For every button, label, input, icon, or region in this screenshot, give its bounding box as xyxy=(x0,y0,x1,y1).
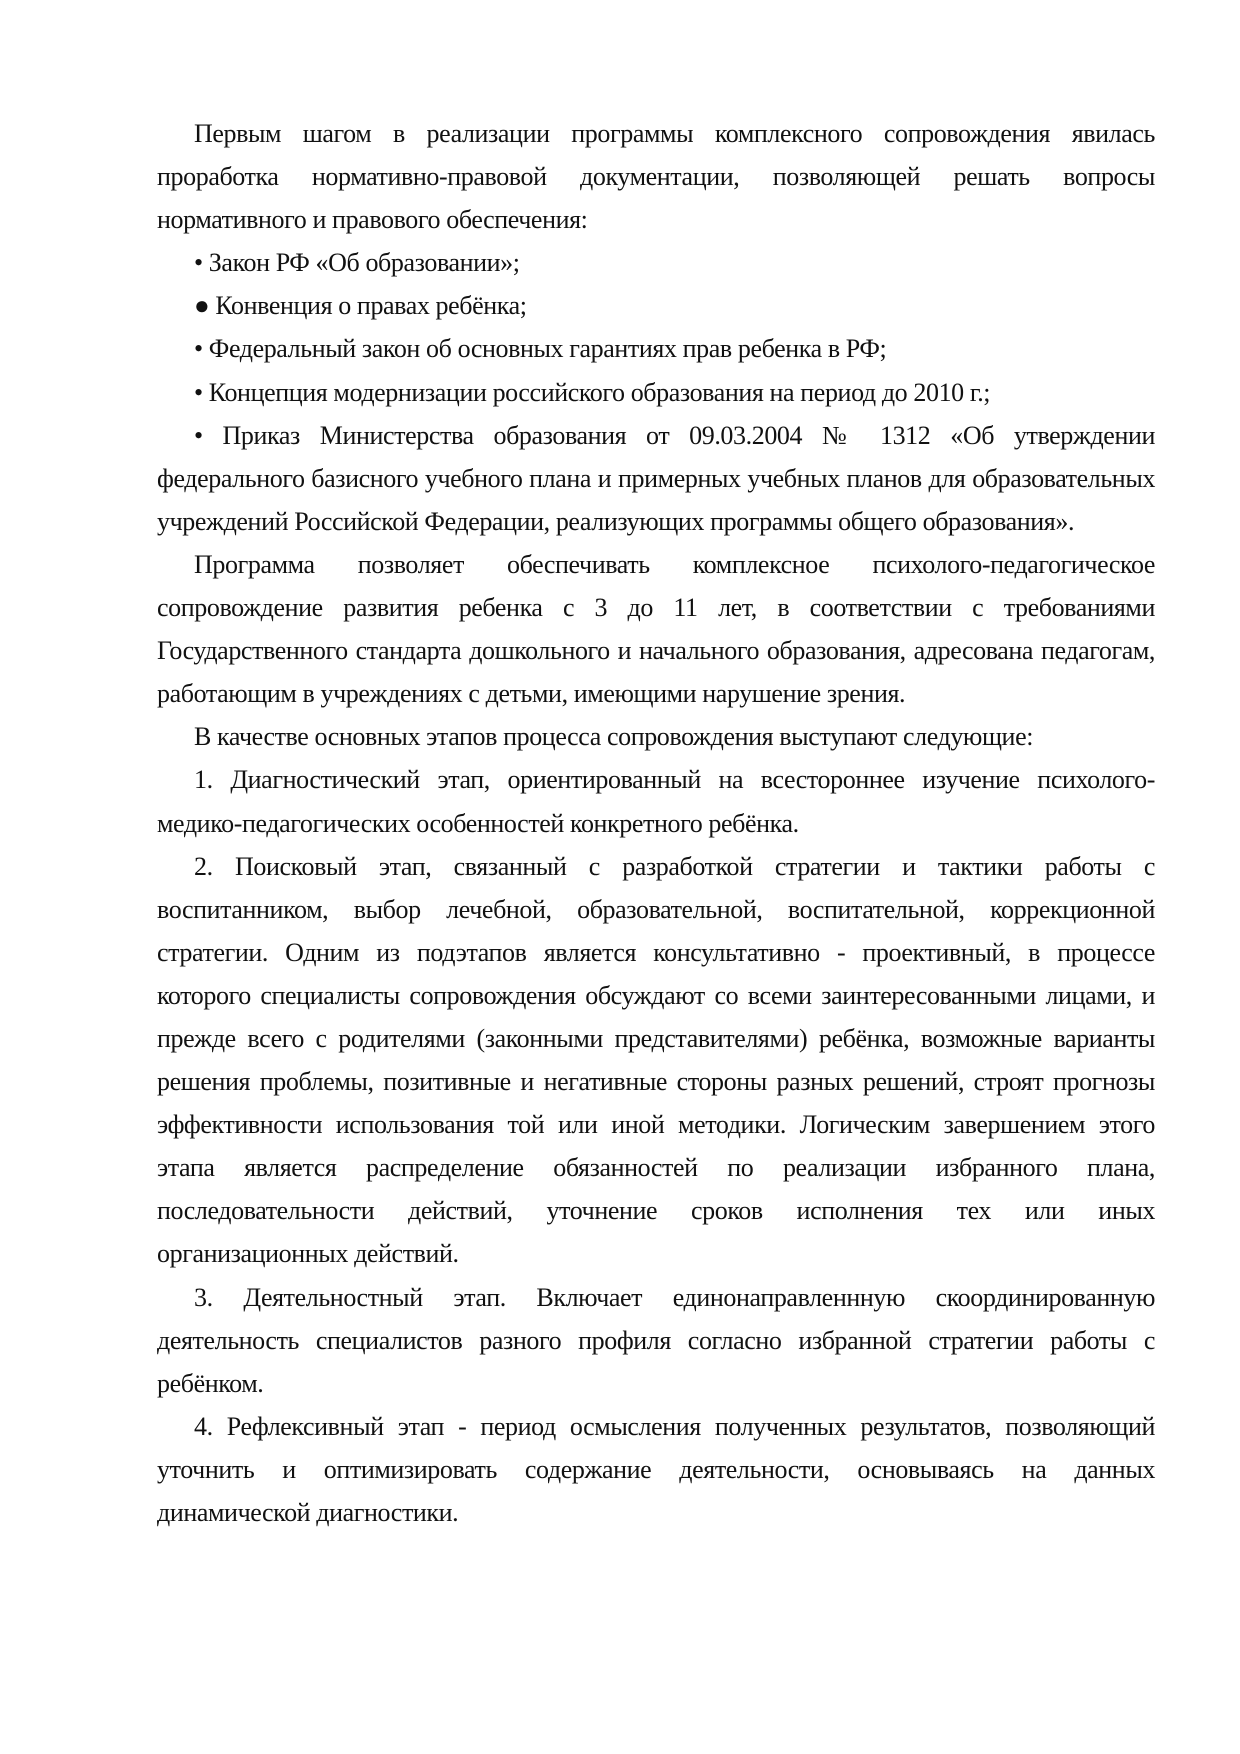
text-line: Первым шагом в реализации программы комплексного сопровождения явилась xyxy=(194,119,1155,148)
text-line: проработка нормативно-правовой документации, позволяющей решать вопросы xyxy=(157,162,1155,192)
text-line: медико-педагогических особенностей конкретного ребёнка. xyxy=(157,808,799,838)
text-line: последовательности действий, уточнение сроков исполнения тех или иных xyxy=(157,1196,1155,1226)
text-line: ребёнком. xyxy=(157,1368,264,1398)
text-line: 3. Деятельностный этап. Включает единонаправленнную скоординированную xyxy=(194,1282,1155,1312)
text-line: • Концепция модернизации российского образования на период до 2010 г.; xyxy=(194,377,991,407)
text-line: учреждений Российской Федерации, реализующих программы общего образования». xyxy=(157,506,1075,536)
text-line: нормативного и правового обеспечения: xyxy=(157,205,588,235)
text-line: которого специалисты сопровождения обсуждают со всеми заинтересованными лицами, и xyxy=(157,980,1155,1010)
text-line: 1. Диагностический этап, ориентированный на всестороннее изучение психолого- xyxy=(194,765,1155,795)
text-line: • Закон РФ «Об образовании»; xyxy=(194,248,520,278)
text-line: решения проблемы, позитивные и негативные стороны разных решений, строят прогнозы xyxy=(157,1067,1155,1097)
text-line: • Федеральный закон об основных гарантиях прав ребенка в РФ; xyxy=(194,334,887,364)
text-line: деятельность специалистов разного профиля согласно избранной стратегии работы с xyxy=(157,1325,1155,1355)
text-line: этапа является распределение обязанностей по реализации избранного плана, xyxy=(157,1153,1155,1183)
text-line: • Приказ Министерства образования от 09.03.2004 № 1312 «Об утверждении xyxy=(194,420,1155,450)
text-line: 2. Поисковый этап, связанный с разработкой стратегии и тактики работы с xyxy=(194,851,1155,881)
text-line: Программа позволяет обеспечивать комплексное психолого-педагогическое xyxy=(194,549,1155,579)
text-line: сопровождение развития ребенка с 3 до 11 лет, в соответствии с требованиями xyxy=(157,593,1155,623)
text-line: Государственного стандарта дошкольного и начального образования, адресована педагогам, xyxy=(157,636,1155,666)
text-line: динамической диагностики. xyxy=(157,1498,459,1527)
text-line: федерального базисного учебного плана и примерных учебных планов для образовательных xyxy=(157,463,1155,493)
text-line: уточнить и оптимизировать содержание деятельности, основываясь на данных xyxy=(157,1454,1155,1484)
text-line: эффективности использования той или иной методики. Логическим завершением этого xyxy=(157,1110,1155,1140)
text-line: стратегии. Одним из подэтапов является консультативно - проективный, в процессе xyxy=(157,937,1155,967)
text-line: организационных действий. xyxy=(157,1239,459,1269)
text-line: прежде всего с родителями (законными представителями) ребёнка, возможные варианты xyxy=(157,1023,1155,1053)
text-line: работающим в учреждениях с детьми, имеющими нарушение зрения. xyxy=(157,679,906,709)
text-line: ● Конвенция о правах ребёнка; xyxy=(194,291,527,321)
document-body xyxy=(157,112,1155,1534)
text-line: воспитанником, выбор лечебной, образовательной, воспитательной, коррекционной xyxy=(157,894,1155,924)
text-line: 4. Рефлексивный этап - период осмысления полученных результатов, позволяющий xyxy=(194,1411,1155,1441)
text-line: В качестве основных этапов процесса сопровождения выступают следующие: xyxy=(194,722,1034,752)
